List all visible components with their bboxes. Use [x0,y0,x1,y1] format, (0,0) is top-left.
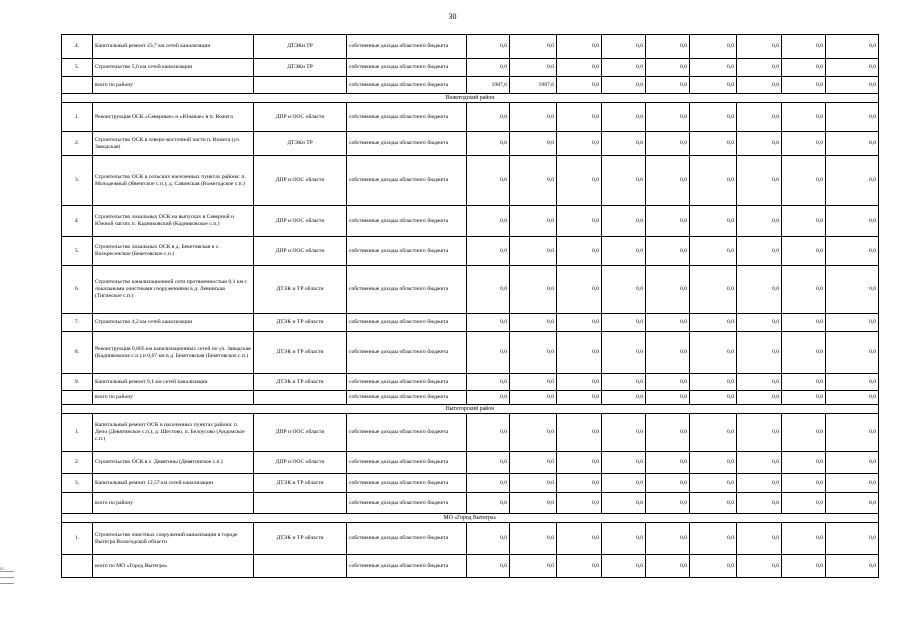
amount-cell: 0,0 [782,314,826,332]
margin-note: Ⅲ. [0,566,5,571]
amount-cell: 0,0 [467,35,510,59]
row-number: 7. [62,314,93,332]
amount-cell: 0,0 [782,555,826,578]
amount-cell: 0,0 [826,452,879,474]
amount-cell: 0,0 [690,59,737,77]
amount-cell: 0,0 [690,132,737,156]
amount-cell: 0,0 [602,206,646,237]
measure-name: всего по району [93,391,254,405]
amount-cell: 0,0 [826,374,879,391]
amount-cell: 0,0 [690,314,737,332]
amount-cell: 0,0 [646,474,690,493]
amount-cell: 0,0 [602,332,646,374]
responsible-body: ДТЭК и ТР области [254,374,347,391]
amount-cell: 0,0 [467,523,510,555]
measure-name: Строительство очистных сооружений канализации в городе Вытегра Вологодской области [93,523,254,555]
amount-cell: 0,0 [510,266,557,314]
amount-cell: 0,0 [690,156,737,206]
amount-cell: 0,0 [826,77,879,94]
amount-cell: 0,0 [510,555,557,578]
table-row [62,237,879,266]
amount-cell: 0,0 [557,103,602,132]
amount-cell: 0,0 [646,414,690,452]
amount-cell: 0,0 [602,493,646,514]
amount-cell: 0,0 [737,474,782,493]
responsible-body: ДТЭК и ТР области [254,523,347,555]
funding-source: собственные доходы областного бюджета [347,59,467,77]
amount-cell: 0,0 [557,59,602,77]
amount-cell: 0,0 [782,132,826,156]
funding-source: собственные доходы областного бюджета [347,414,467,452]
amount-cell: 0,0 [557,237,602,266]
amount-cell: 0,0 [510,59,557,77]
amount-cell: 0,0 [557,555,602,578]
amount-cell: 0,0 [510,332,557,374]
amount-cell: 0,0 [602,156,646,206]
amount-cell: 1987,6 [467,77,510,94]
amount-cell: 0,0 [510,314,557,332]
table-row [62,266,879,314]
amount-cell: 0,0 [737,332,782,374]
amount-cell: 0,0 [602,474,646,493]
section-header-row [62,514,879,523]
measure-name: Строительство локальных ОСК на выпусках в Северной и Южной частях п. Кадниковский (Кадниковское с.п.) [93,206,254,237]
funding-source: собственные доходы областного бюджета [347,77,467,94]
measure-name: всего по МО «Город Вытегра» [93,555,254,578]
measure-name: Капитальный ремонт ОСК в населенных пунктах района: п. Депо (Девятинское с.п.), д. Шестово, п. Белоусово (Андомское с.п.) [93,414,254,452]
responsible-body: ДТЭК и ТР области [254,332,347,374]
amount-cell: 0,0 [646,374,690,391]
amount-cell: 0,0 [602,391,646,405]
amount-cell: 0,0 [510,414,557,452]
funding-source: собственные доходы областного бюджета [347,493,467,514]
amount-cell: 0,0 [826,132,879,156]
amount-cell: 0,0 [646,391,690,405]
margin-marks [0,566,14,589]
funding-source: собственные доходы областного бюджета [347,266,467,314]
amount-cell: 0,0 [826,523,879,555]
amount-cell: 0,0 [690,374,737,391]
amount-cell: 0,0 [782,414,826,452]
amount-cell: 0,0 [510,391,557,405]
amount-cell: 0,0 [782,103,826,132]
measure-name: Капитальный ремонт 23,7 км сетей канализации [93,35,254,59]
measure-name: Реконструкция 0,805 км канализационных сетей по ул. Заводская (Кадниковское с.п.) и 0,67 км в д. Бекетовская (Бекетовское с.п.) [93,332,254,374]
amount-cell: 0,0 [467,493,510,514]
amount-cell: 0,0 [690,266,737,314]
amount-cell: 0,0 [557,35,602,59]
amount-cell: 0,0 [646,206,690,237]
responsible-body [254,77,347,94]
measure-name: Строительство 4,2 км сетей канализации [93,314,254,332]
row-number [62,493,93,514]
row-number: 4. [62,35,93,59]
section-title: Вытегорский район [62,405,879,414]
amount-cell: 0,0 [826,206,879,237]
amount-cell: 0,0 [467,374,510,391]
measure-name: Строительство канализационной сети протяженностью 0,1 км с локальными очистными сооружениями в д. Левинская (Тигинское с.п.) [93,266,254,314]
amount-cell: 0,0 [826,391,879,405]
amount-cell: 0,0 [826,474,879,493]
row-number: 1. [62,523,93,555]
amount-cell: 0,0 [467,132,510,156]
row-number: 2. [62,452,93,474]
measure-name: Строительство ОСК в северо-восточной части п. Вожега (ул. Заводская) [93,132,254,156]
amount-cell: 0,0 [602,103,646,132]
amount-cell: 0,0 [557,391,602,405]
amount-cell: 0,0 [557,414,602,452]
amount-cell: 0,0 [467,391,510,405]
row-number: 1. [62,103,93,132]
amount-cell: 0,0 [690,206,737,237]
amount-cell: 0,0 [826,555,879,578]
amount-cell: 0,0 [646,237,690,266]
amount-cell: 0,0 [467,474,510,493]
amount-cell: 0,0 [826,156,879,206]
amount-cell: 0,0 [826,35,879,59]
amount-cell: 0,0 [690,237,737,266]
measure-name: Строительство ОСК в с. Девятины (Девятинское с.п.) [93,452,254,474]
amount-cell: 0,0 [602,555,646,578]
amount-cell: 0,0 [510,132,557,156]
amount-cell: 0,0 [690,474,737,493]
amount-cell: 0,0 [690,391,737,405]
measure-name: всего по району [93,77,254,94]
amount-cell: 0,0 [510,237,557,266]
funding-source: собственные доходы областного бюджета [347,555,467,578]
amount-cell: 0,0 [557,452,602,474]
amount-cell: 0,0 [646,493,690,514]
table-row [62,474,879,493]
amount-cell: 0,0 [557,374,602,391]
amount-cell: 0,0 [737,391,782,405]
amount-cell: 0,0 [557,77,602,94]
funding-source: собственные доходы областного бюджета [347,474,467,493]
responsible-body: ДТЭКи ТР [254,132,347,156]
row-number: 1. [62,414,93,452]
amount-cell: 0,0 [826,59,879,77]
section-header-row [62,405,879,414]
row-number: 5. [62,237,93,266]
amount-cell: 0,0 [646,132,690,156]
table-row [62,374,879,391]
amount-cell: 0,0 [557,493,602,514]
amount-cell: 0,0 [557,523,602,555]
amount-cell: 0,0 [602,452,646,474]
amount-cell: 0,0 [690,493,737,514]
amount-cell: 0,0 [467,206,510,237]
amount-cell: 0,0 [737,266,782,314]
measure-name: Капитальный ремонт 9,1 км сетей канализации [93,374,254,391]
amount-cell: 0,0 [737,77,782,94]
amount-cell: 0,0 [690,555,737,578]
amount-cell: 0,0 [782,266,826,314]
amount-cell: 0,0 [646,77,690,94]
amount-cell: 0,0 [782,35,826,59]
amount-cell: 0,0 [557,474,602,493]
measure-name: Строительство локальных ОСК в д. Бекетовская и с. Воскресенское (Бекетовское с.п.) [93,237,254,266]
amount-cell: 0,0 [737,493,782,514]
amount-cell: 0,0 [646,332,690,374]
amount-cell: 0,0 [782,156,826,206]
amount-cell: 0,0 [510,206,557,237]
table-row [62,314,879,332]
responsible-body: ДТЭКи ТР [254,35,347,59]
amount-cell: 0,0 [690,77,737,94]
amount-cell: 0,0 [646,103,690,132]
amount-cell: 0,0 [646,452,690,474]
amount-cell: 0,0 [782,391,826,405]
amount-cell: 0,0 [467,103,510,132]
amount-cell: 0,0 [510,452,557,474]
amount-cell: 0,0 [602,266,646,314]
responsible-body: ДТЭК и ТР области [254,474,347,493]
section-title: МО «Город Вытегра» [62,514,879,523]
amount-cell: 0,0 [782,493,826,514]
amount-cell: 0,0 [646,59,690,77]
table-row [62,103,879,132]
funding-source: собственные доходы областного бюджета [347,35,467,59]
amount-cell: 0,0 [557,206,602,237]
amount-cell: 0,0 [826,237,879,266]
responsible-body: ДПР и ООС области [254,156,347,206]
page-number: 30 [448,12,457,21]
amount-cell: 0,0 [737,206,782,237]
amount-cell: 0,0 [602,374,646,391]
amount-cell: 0,0 [782,332,826,374]
amount-cell: 0,0 [690,452,737,474]
table-row [62,523,879,555]
row-number [62,77,93,94]
amount-cell: 0,0 [782,206,826,237]
measure-name: Реконструкция ОСК «Северные» и «Южные» в п. Вожега [93,103,254,132]
amount-cell: 0,0 [510,103,557,132]
amount-cell: 0,0 [646,35,690,59]
amount-cell: 0,0 [557,132,602,156]
row-number: 2. [62,132,93,156]
amount-cell: 0,0 [737,237,782,266]
measure-name: Строительство 5,6 км сетей канализации [93,59,254,77]
amount-cell: 0,0 [782,374,826,391]
amount-cell: 0,0 [602,523,646,555]
amount-cell: 0,0 [826,493,879,514]
amount-cell: 0,0 [467,452,510,474]
amount-cell: 0,0 [510,374,557,391]
total-row [62,391,879,405]
amount-cell: 0,0 [690,523,737,555]
table-row [62,132,879,156]
amount-cell: 0,0 [510,35,557,59]
amount-cell: 0,0 [737,156,782,206]
amount-cell: 0,0 [782,474,826,493]
table-row [62,206,879,237]
amount-cell: 0,0 [737,103,782,132]
amount-cell: 0,0 [602,77,646,94]
amount-cell: 0,0 [467,414,510,452]
section-title: Вожегодский район [62,94,879,103]
amount-cell: 0,0 [737,555,782,578]
amount-cell: 0,0 [737,374,782,391]
amount-cell: 0,0 [826,103,879,132]
row-number: 9. [62,374,93,391]
amount-cell: 0,0 [782,452,826,474]
amount-cell: 0,0 [510,493,557,514]
responsible-body [254,555,347,578]
amount-cell: 0,0 [737,452,782,474]
amount-cell: 0,0 [826,414,879,452]
amount-cell: 0,0 [690,103,737,132]
row-number: 3. [62,474,93,493]
row-number: 6. [62,266,93,314]
table-row [62,452,879,474]
row-number: 4. [62,206,93,237]
responsible-body: ДПР и ООС области [254,206,347,237]
funding-source: собственные доходы областного бюджета [347,103,467,132]
row-number: 3. [62,156,93,206]
funding-source: собственные доходы областного бюджета [347,156,467,206]
funding-source: собственные доходы областного бюджета [347,391,467,405]
row-number: 8. [62,332,93,374]
amount-cell: 0,0 [782,59,826,77]
total-row [62,555,879,578]
amount-cell: 0,0 [826,314,879,332]
amount-cell: 0,0 [467,332,510,374]
funding-source: собственные доходы областного бюджета [347,523,467,555]
amount-cell: 0,0 [737,414,782,452]
amount-cell: 0,0 [510,474,557,493]
program-table [61,34,879,578]
amount-cell: 0,0 [782,77,826,94]
amount-cell: 0,0 [737,523,782,555]
amount-cell: 0,0 [467,156,510,206]
funding-source: собственные доходы областного бюджета [347,314,467,332]
amount-cell: 0,0 [646,266,690,314]
amount-cell: 0,0 [782,523,826,555]
responsible-body: ДТЭКи ТР [254,59,347,77]
amount-cell: 0,0 [646,555,690,578]
amount-cell: 0,0 [602,414,646,452]
measure-name: Капитальный ремонт 12,57 км сетей канализации [93,474,254,493]
row-number: 5. [62,59,93,77]
amount-cell: 0,0 [510,156,557,206]
total-row [62,493,879,514]
responsible-body: ДТЭК и ТР области [254,266,347,314]
amount-cell: 0,0 [826,266,879,314]
amount-cell: 0,0 [602,132,646,156]
responsible-body: ДПР и ООС области [254,452,347,474]
amount-cell: 0,0 [557,156,602,206]
responsible-body [254,493,347,514]
amount-cell: 0,0 [602,314,646,332]
amount-cell: 0,0 [646,523,690,555]
table-row [62,156,879,206]
amount-cell: 0,0 [646,156,690,206]
amount-cell: 0,0 [557,332,602,374]
responsible-body [254,391,347,405]
funding-source: собственные доходы областного бюджета [347,237,467,266]
funding-source: собственные доходы областного бюджета [347,132,467,156]
amount-cell: 0,0 [467,266,510,314]
amount-cell: 0,0 [467,237,510,266]
table-row [62,414,879,452]
amount-cell: 0,0 [510,523,557,555]
amount-cell: 0,0 [782,237,826,266]
amount-cell: 0,0 [737,59,782,77]
responsible-body: ДПР и ООС области [254,103,347,132]
amount-cell: 0,0 [467,59,510,77]
amount-cell: 0,0 [826,332,879,374]
measure-name: Строительство ОСК в сельских населенных пунктах района: п. Молодежный (Явенгское с.п.), д. Савинская (Вожегодское с.п.) [93,156,254,206]
responsible-body: ДПР и ООС области [254,237,347,266]
section-header-row [62,94,879,103]
funding-source: собственные доходы областного бюджета [347,206,467,237]
amount-cell: 0,0 [646,314,690,332]
amount-cell: 0,0 [690,35,737,59]
amount-cell: 0,0 [737,35,782,59]
measure-name: всего по району [93,493,254,514]
funding-source: собственные доходы областного бюджета [347,452,467,474]
amount-cell: 0,0 [690,332,737,374]
funding-source: собственные доходы областного бюджета [347,332,467,374]
table-row [62,332,879,374]
amount-cell: 1987,6 [510,77,557,94]
responsible-body: ДТЭК и ТР области [254,314,347,332]
table-row [62,59,879,77]
total-row [62,77,879,94]
amount-cell: 0,0 [467,555,510,578]
amount-cell: 0,0 [737,132,782,156]
table-row [62,35,879,59]
amount-cell: 0,0 [602,35,646,59]
row-number [62,555,93,578]
amount-cell: 0,0 [690,414,737,452]
amount-cell: 0,0 [737,314,782,332]
row-number [62,391,93,405]
amount-cell: 0,0 [557,314,602,332]
amount-cell: 0,0 [602,59,646,77]
responsible-body: ДПР и ООС области [254,414,347,452]
amount-cell: 0,0 [467,314,510,332]
amount-cell: 0,0 [602,237,646,266]
funding-source: собственные доходы областного бюджета [347,374,467,391]
amount-cell: 0,0 [557,266,602,314]
